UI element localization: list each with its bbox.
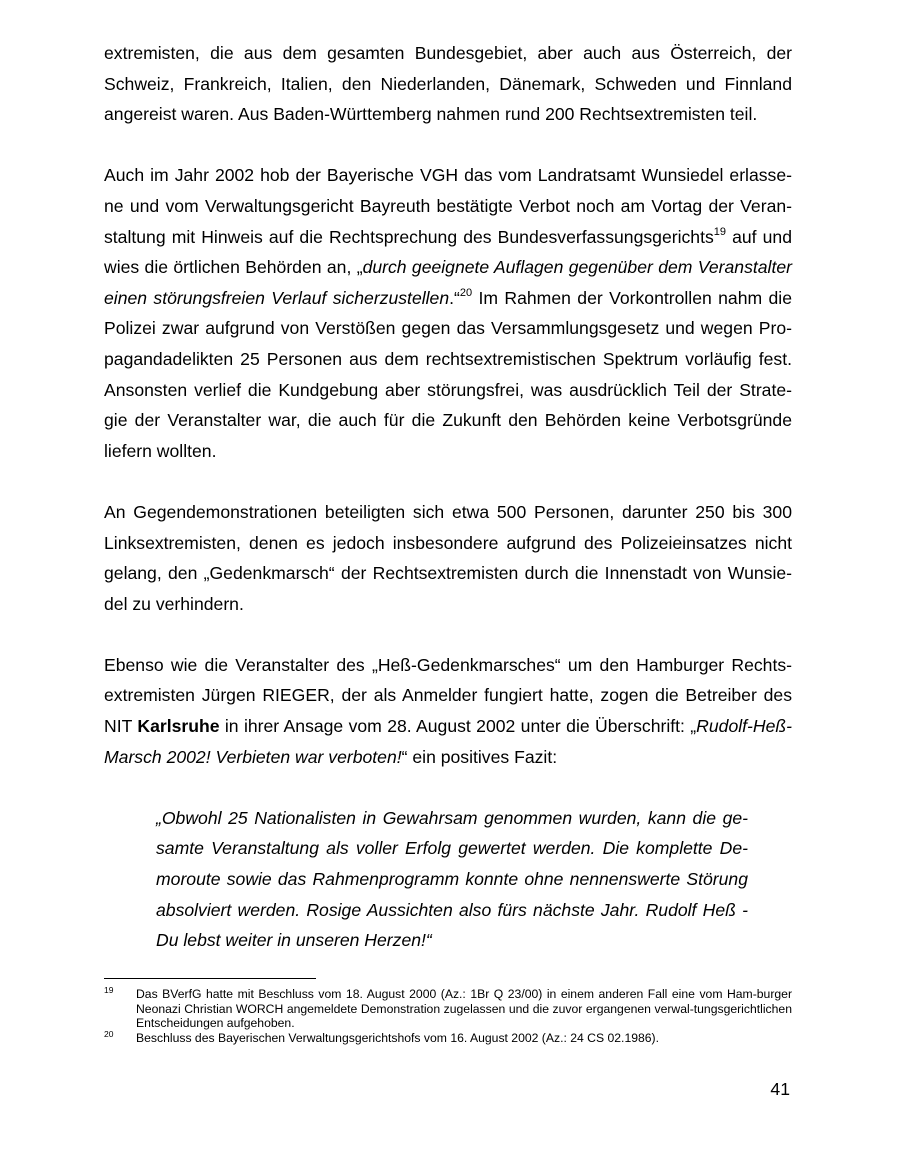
block-quote: „Obwohl 25 Nationalisten in Gewahrsam genommen wurden, kann die ge-samte Veranstaltung als voller Erfolg gewertet werden. Die komplette De-moroute sowie das Rahmenprogramm konnte ohne nennenswerte Störung absolviert werden. Rosige Aussichten also fürs nächste Jahr. Rudolf Heß - Du lebst weiter in unseren Herzen!“: [156, 807, 748, 951]
footnote-ref-19[interactable]: 19: [713, 225, 727, 238]
paragraph-3: An Gegendemonstrationen beteiligten sich etwa 500 Personen, darunter 250 bis 300 Linksextremisten, denen es jedoch insbesondere aufgrund des Polizeieinsatzes nicht gelang, den „Gedenkmarsch“ der Rechtsextremisten durch die Innenstadt von Wunsie-del zu verhindern.: [104, 501, 792, 614]
page-number: 41: [770, 1079, 790, 1099]
footnote-text: Das BVerfG hatte mit Beschluss vom 18. August 2000 (Az.: 1Br Q 23/00) in einem anderen Fall eine vom Ham-burger Neonazi Christian WORCH angemeldete Demonstration zugelassen und die zuvor ergangenen verwal-tungsgerichtlichen Entscheidungen aufgehoben.: [136, 987, 792, 1030]
headline-quote: Rudolf-Heß-Marsch 2002! Verbieten war verboten!: [104, 716, 792, 767]
paragraph-4-part-3: “ ein positives Fazit:: [401, 746, 558, 767]
footnote-20: [104, 1028, 792, 1046]
paragraph-4-part-2: in ihrer Ansage vom 28. August 2002 unter die Überschrift: „: [219, 716, 697, 737]
footnote-number: 19: [104, 985, 114, 995]
city-name-bold: Karlsruhe: [137, 716, 220, 737]
paragraph-4: [104, 650, 792, 772]
footnote-separator: [104, 978, 316, 979]
paragraph-4-part-1: Ebenso wie die Veranstalter des „Heß-Gedenkmarsches“ um den Hamburger Rechts-extremisten Jürgen RIEGER, der als Anmelder fungiert hatte, zogen die Betreiber des NIT: [104, 654, 792, 737]
paragraph-2-part-2: auf und wies die örtlichen Behörden an, „: [104, 226, 792, 278]
footnote-number: 20: [104, 1028, 114, 1039]
paragraph-2-part-4: Im Rahmen der Vorkontrollen nahm die Polizei zwar aufgrund von Verstößen gegen das Versammlungsgesetz und wegen Pro-pagandadelikten 25 Personen aus dem rechtsextremistischen Spektrum vorläufig fest. Ansonsten verlief die Kundgebung aber störungsfrei, was ausdrücklich Teil der Strate-gie der Veranstalter war, die auch für die Zukunft den Behörden keine Verbotsgründe liefern wollten.: [104, 287, 793, 461]
paragraph-2-part-3: .“: [449, 287, 460, 308]
paragraph-2-part-1: Auch im Jahr 2002 hob der Bayerische VGH das vom Landratsamt Wunsiedel erlasse-ne und vom Verwaltungsgericht Bayreuth bestätigte Verbot noch am Vortag der Veran-staltung mit Hinweis auf die Rechtsprechung des Bundesverfassungsgerichts: [104, 165, 792, 247]
paragraph-2: [104, 160, 792, 466]
footnotes: [104, 987, 792, 1045]
court-quote: durch geeignete Auflagen gegenüber dem Veranstalter einen störungsfreien Verlauf sicherzustellen: [104, 257, 792, 308]
footnote-text: Beschluss des Bayerischen Verwaltungsgerichtshofs vom 16. August 2002 (Az.: 24 CS 02.1986).: [136, 1030, 660, 1045]
footnote-ref-20[interactable]: 20: [459, 286, 473, 299]
footnote-19: [104, 987, 792, 1031]
paragraph-1: extremisten, die aus dem gesamten Bundesgebiet, aber auch aus Österreich, der Schweiz, Frankreich, Italien, den Niederlanden, Dänemark, Schweden und Finnland angereist waren. Aus Baden-Württemberg nahmen rund 200 Rechtsextremisten teil.: [104, 43, 792, 125]
page-body: [104, 38, 792, 956]
